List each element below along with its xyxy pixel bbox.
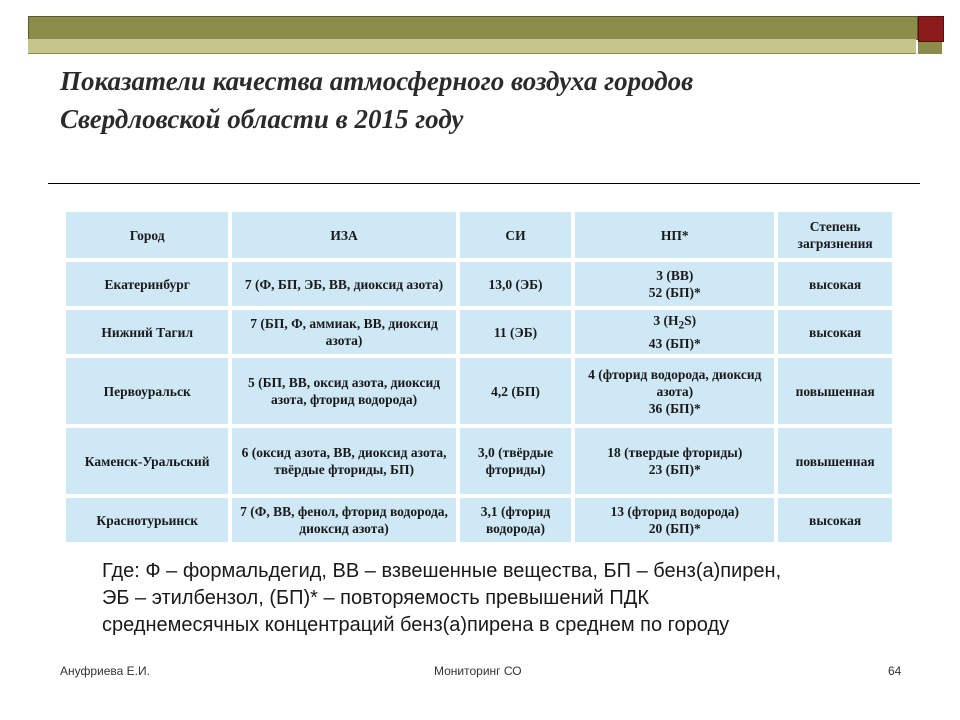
footer-author: Ануфриева Е.И. bbox=[60, 664, 150, 678]
header-city: Город bbox=[66, 212, 228, 258]
cell-city: Первоуральск bbox=[66, 358, 228, 424]
np-value-1: 3 (ВВ) bbox=[656, 268, 694, 283]
np-formula-sub: 2 bbox=[678, 319, 685, 332]
air-quality-table bbox=[62, 208, 896, 546]
cell-np bbox=[575, 262, 774, 306]
np-value-1: 4 (фторид водорода, диоксид азота) bbox=[588, 366, 762, 399]
cell-degree: повышенная bbox=[778, 358, 892, 424]
np-formula-post: S) bbox=[684, 313, 697, 329]
cell-np bbox=[575, 358, 774, 424]
footer-course: Мониторинг СО bbox=[434, 664, 522, 678]
decorative-top-bar-light bbox=[28, 39, 916, 54]
table-row bbox=[66, 358, 892, 424]
np-value-2: 20 (БП)* bbox=[648, 521, 701, 536]
decorative-top-bar bbox=[28, 16, 918, 40]
table-row bbox=[66, 262, 892, 306]
cell-np bbox=[575, 428, 774, 494]
cell-iza: 7 (Ф, ВВ, фенол, фторид водорода, диоксид азота) bbox=[232, 498, 455, 542]
note-line-1: Где: Ф – формальдегид, ВВ – взвешенные вещества, БП – бенз(а)пирен, bbox=[102, 560, 782, 582]
np-value-1: 13 (фторид водорода) bbox=[610, 504, 740, 519]
cell-city: Екатеринбург bbox=[66, 262, 228, 306]
table-row bbox=[66, 428, 892, 494]
decorative-corner-square bbox=[918, 16, 944, 42]
cell-degree: повышенная bbox=[778, 428, 892, 494]
np-value-2: 23 (БП)* bbox=[648, 462, 701, 477]
cell-iza: 7 (Ф, БП, ЭБ, ВВ, диоксид азота) bbox=[232, 262, 455, 306]
cell-iza: 6 (оксид азота, ВВ, диоксид азота, твёрдые фториды, БП) bbox=[232, 428, 455, 494]
slide-title bbox=[60, 62, 920, 138]
cell-si: 13,0 (ЭБ) bbox=[460, 262, 572, 306]
table-row bbox=[66, 310, 892, 354]
cell-si: 3,1 (фторид водорода) bbox=[460, 498, 572, 542]
decorative-corner-strip bbox=[918, 42, 942, 54]
cell-si: 11 (ЭБ) bbox=[460, 310, 572, 354]
header-np: НП* bbox=[575, 212, 774, 258]
np-formula-pre: 3 (H bbox=[653, 313, 679, 329]
title-line-1: Показатели качества атмосферного воздуха городов bbox=[60, 66, 694, 96]
header-si: СИ bbox=[460, 212, 572, 258]
note-line-2: ЭБ – этилбензол, (БП)* – повторяемость превышений ПДК bbox=[102, 587, 649, 609]
title-divider bbox=[48, 183, 920, 184]
footer-page-number: 64 bbox=[888, 664, 902, 678]
cell-si: 3,0 (твёрдые фториды) bbox=[460, 428, 572, 494]
np-value-2: 43 (БП)* bbox=[648, 335, 701, 351]
note-line-3: среднемесячных концентраций бенз(а)пирена в среднем по городу bbox=[102, 614, 730, 636]
cell-iza: 5 (БП, ВВ, оксид азота, диоксид азота, фторид водорода) bbox=[232, 358, 455, 424]
np-value-2: 52 (БП)* bbox=[648, 285, 701, 300]
header-degree: Степень загрязнения bbox=[778, 212, 892, 258]
title-line-2: Свердловской области в 2015 году bbox=[60, 104, 464, 134]
np-value-2: 36 (БП)* bbox=[648, 400, 701, 416]
table-header-row bbox=[66, 212, 892, 258]
cell-degree: высокая bbox=[778, 310, 892, 354]
np-value-1: 18 (твердые фториды) bbox=[607, 445, 743, 460]
cell-np bbox=[575, 498, 774, 542]
header-iza: ИЗА bbox=[232, 212, 455, 258]
abbreviations-note bbox=[102, 558, 902, 639]
cell-degree: высокая bbox=[778, 498, 892, 542]
cell-city: Нижний Тагил bbox=[66, 310, 228, 354]
cell-np bbox=[575, 310, 774, 354]
cell-city: Каменск-Уральский bbox=[66, 428, 228, 494]
cell-city: Краснотурьинск bbox=[66, 498, 228, 542]
table-row bbox=[66, 498, 892, 542]
np-value-1 bbox=[581, 312, 768, 335]
cell-iza: 7 (БП, Ф, аммиак, ВВ, диоксид азота) bbox=[232, 310, 455, 354]
cell-si: 4,2 (БП) bbox=[460, 358, 572, 424]
cell-degree: высокая bbox=[778, 262, 892, 306]
